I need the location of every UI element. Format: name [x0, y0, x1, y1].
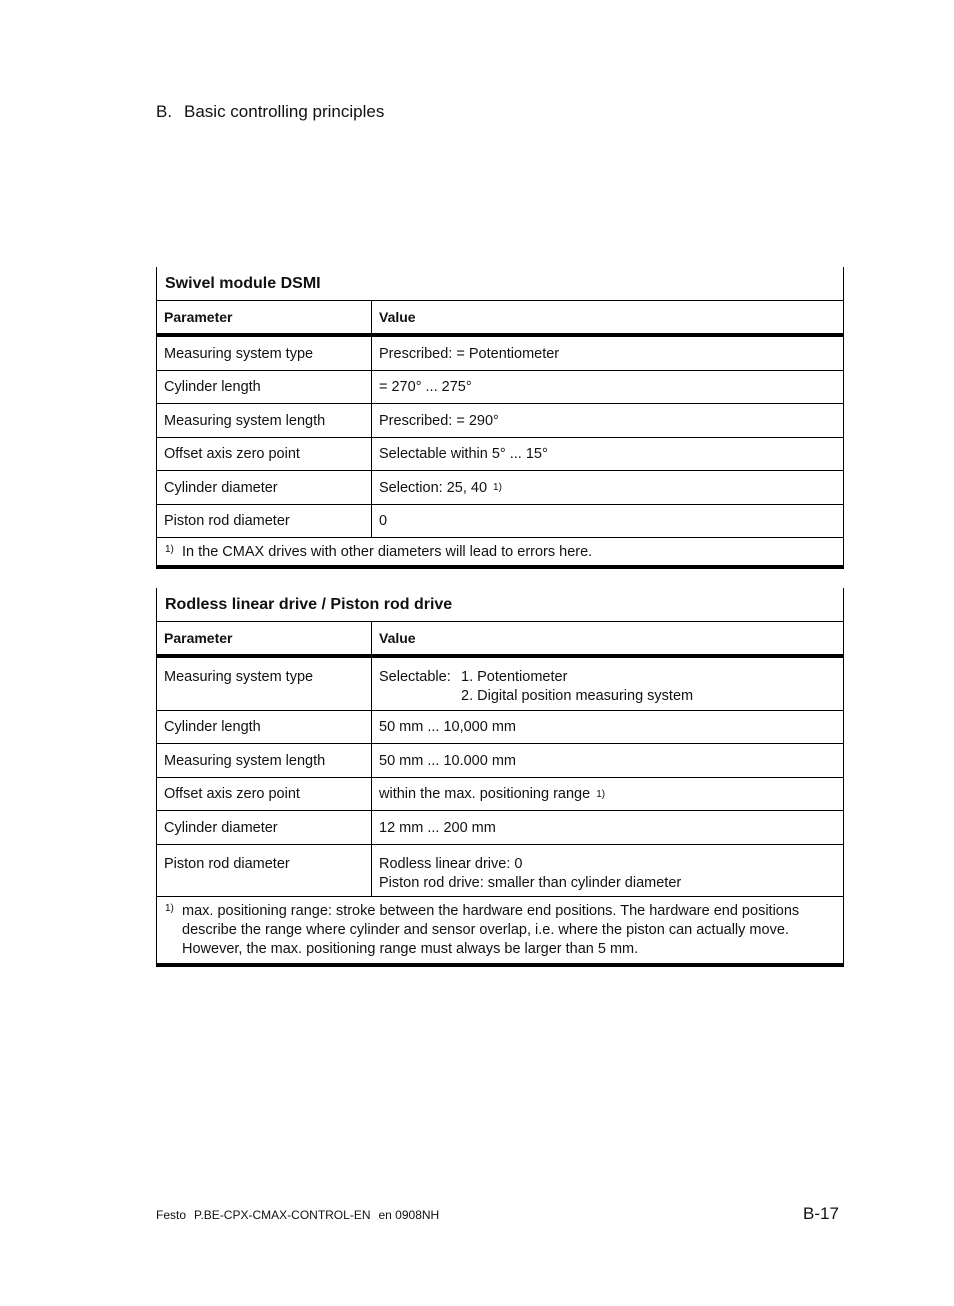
- param-cell: Offset axis zero point: [157, 438, 372, 470]
- table-row: [157, 658, 843, 711]
- footnote-text: In the CMAX drives with other diameters will lead to errors here.: [182, 544, 593, 560]
- chapter-heading: [156, 102, 384, 122]
- table-header-row: [157, 622, 843, 658]
- value-cell: 0: [379, 513, 388, 529]
- table-row: [157, 371, 843, 404]
- footnote-line-3: However, the max. positioning range must always be larger than 5 mm.: [182, 941, 639, 957]
- footnote-line-1: max. positioning range: stroke between the hardware end positions. The hardware end positions: [182, 903, 800, 919]
- param-cell: Measuring system type: [157, 658, 372, 710]
- chapter-number: B.: [156, 102, 173, 121]
- value-text: Selection: 25, 40: [379, 479, 488, 496]
- table-row: [157, 505, 843, 538]
- value-cell: [372, 845, 843, 896]
- value-cell: 50 mm ... 10,000 mm: [379, 719, 516, 735]
- value-cell: Prescribed: = 290°: [379, 412, 499, 429]
- footnote-marker: 1): [165, 903, 174, 914]
- header-value: Value: [379, 630, 416, 646]
- header-parameter: Parameter: [157, 622, 372, 654]
- footer-edition: en 0908NH: [378, 1208, 440, 1222]
- value-cell: = 270° ... 275°: [379, 379, 472, 395]
- param-cell: Piston rod diameter: [157, 505, 372, 537]
- table-row: [157, 438, 843, 471]
- param-cell: Piston rod diameter: [157, 845, 372, 896]
- value-cell: [372, 658, 843, 710]
- param-cell: Measuring system type: [157, 337, 372, 370]
- footer-doc-id: P.BE-CPX-CMAX-CONTROL-EN: [194, 1208, 371, 1222]
- page-number: B-17: [803, 1204, 839, 1223]
- swivel-module-table: [156, 267, 844, 569]
- header-parameter: Parameter: [157, 301, 372, 333]
- table-footnote: [157, 897, 843, 963]
- value-cell: Prescribed: = Potentiometer: [379, 345, 560, 362]
- table-row: [157, 471, 843, 505]
- value-line-1: Rodless linear drive: 0: [379, 856, 523, 872]
- table-header-row: [157, 301, 843, 337]
- value-option-1: 1. Potentiometer: [461, 669, 568, 685]
- value-text: within the max. positioning range: [379, 786, 591, 802]
- value-option-2: 2. Digital position measuring system: [461, 688, 694, 704]
- value-cell: [372, 778, 843, 810]
- value-cell: 12 mm ... 200 mm: [379, 819, 496, 836]
- value-cell: [372, 471, 843, 504]
- table-row: [157, 744, 843, 778]
- table-title: Rodless linear drive / Piston rod drive: [157, 588, 843, 622]
- param-cell: Measuring system length: [157, 404, 372, 437]
- table-row: [157, 845, 843, 897]
- table-row: [157, 337, 843, 371]
- footnote-marker: 1): [493, 482, 502, 493]
- table-row: [157, 811, 843, 845]
- rodless-linear-drive-table: [156, 588, 844, 967]
- footnote-marker: 1): [596, 788, 606, 800]
- footer-company: Festo: [156, 1208, 187, 1222]
- value-cell: 50 mm ... 10.000 mm: [379, 752, 516, 769]
- chapter-title: Basic controlling principles: [184, 102, 385, 121]
- footnote-marker: 1): [165, 544, 174, 555]
- table-row: [157, 778, 843, 811]
- param-cell: Offset axis zero point: [157, 778, 372, 810]
- param-cell: Measuring system length: [157, 744, 372, 777]
- param-cell: Cylinder length: [157, 711, 372, 743]
- footnote-line-2: describe the range where cylinder and sensor overlap, i.e. where the piston can actually move.: [182, 922, 789, 938]
- value-line-2: Piston rod drive: smaller than cylinder diameter: [379, 875, 682, 891]
- footer-doc-info: [156, 1208, 439, 1222]
- table-row: [157, 404, 843, 438]
- value-label: Selectable:: [379, 669, 451, 685]
- value-cell: Selectable within 5° ... 15°: [379, 446, 548, 462]
- param-cell: Cylinder length: [157, 371, 372, 403]
- table-footnote: [157, 538, 843, 565]
- param-cell: Cylinder diameter: [157, 811, 372, 844]
- param-cell: Cylinder diameter: [157, 471, 372, 504]
- table-title: Swivel module DSMI: [157, 267, 843, 301]
- header-value: Value: [379, 309, 416, 325]
- table-row: [157, 711, 843, 744]
